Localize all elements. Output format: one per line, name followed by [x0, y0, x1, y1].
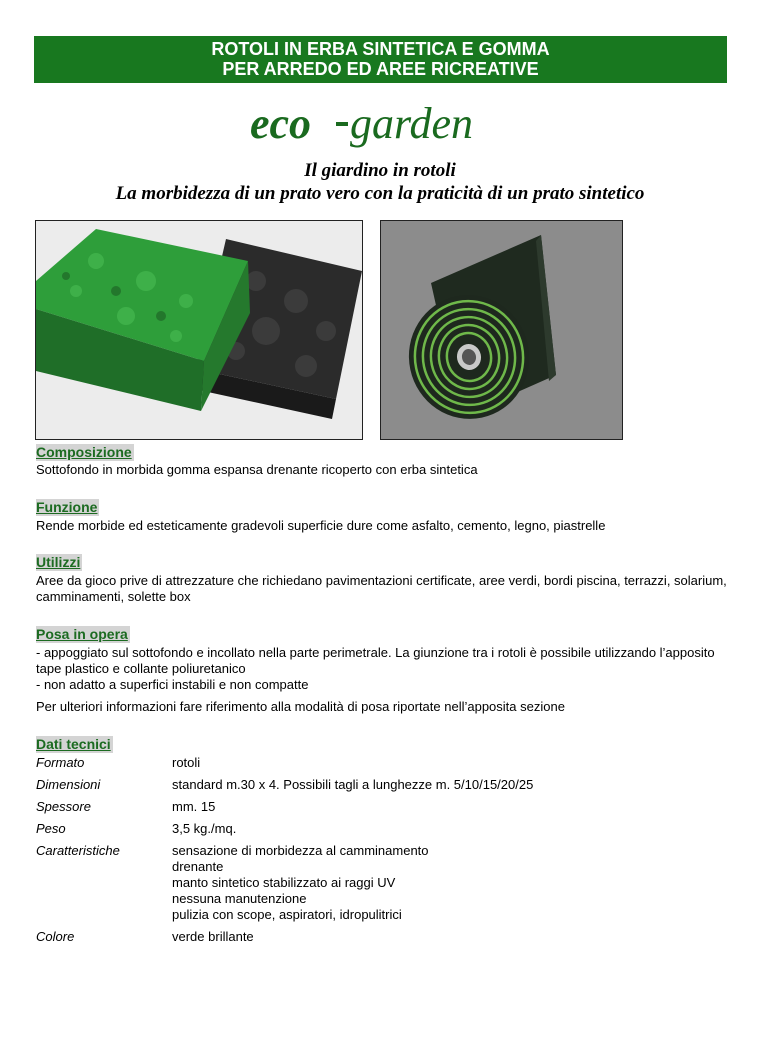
section-title-composizione: Composizione	[36, 444, 132, 460]
tech-value	[172, 777, 732, 793]
tech-label: Formato	[36, 755, 85, 770]
logo-text-eco: eco	[250, 99, 312, 148]
tech-value-line: pulizia con scope, aspiratori, idropulitrici	[172, 907, 402, 922]
tech-label: Caratteristiche	[36, 843, 120, 858]
banner-line-2: PER ARREDO ED AREE RICREATIVE	[222, 59, 539, 79]
tech-value-line: drenante	[172, 859, 224, 874]
grass-roll-photo	[380, 220, 623, 440]
tech-value	[172, 843, 732, 923]
tech-value-line: nessuna manutenzione	[172, 891, 307, 906]
tech-value	[172, 929, 732, 945]
header-banner	[34, 36, 727, 83]
tech-value-line: manto sintetico stabilizzato ai raggi UV	[172, 875, 396, 890]
section-title-utilizzi: Utilizzi	[36, 554, 81, 570]
tech-value-line: sensazione di morbidezza al camminamento	[172, 843, 429, 858]
tagline-title: Il giardino in rotoli	[304, 160, 456, 181]
section-text-composizione: Sottofondo in morbida gomma espansa drenante ricoperto con erba sintetica	[36, 462, 478, 477]
logo-text-garden: garden	[350, 99, 474, 148]
tech-value-line: standard m.30 x 4. Possibili tagli a lunghezze m. 5/10/15/20/25	[172, 777, 534, 792]
section-text-posa-3: Per ulteriori informazioni fare riferimento alla modalità di posa riportate nell’apposita sezione	[36, 699, 565, 714]
section-title-posa: Posa in opera	[36, 626, 128, 642]
banner-line-1: ROTOLI IN ERBA SINTETICA E GOMMA	[211, 39, 550, 59]
section-title-funzione: Funzione	[36, 499, 98, 515]
eco-garden-logo	[0, 96, 760, 160]
tech-label: Spessore	[36, 799, 91, 814]
tech-value	[172, 821, 732, 837]
tech-value-line: rotoli	[172, 755, 201, 770]
section-text-posa-1: - appoggiato sul sottofondo e incollato nella parte perimetrale. La giunzione tra i rotoli è possibile utilizzando l’apposito tape plastico e collante poliuretanico	[36, 645, 715, 676]
tagline-subtitle: La morbidezza di un prato vero con la praticità di un prato sintetico	[115, 183, 645, 204]
section-text-posa-2: - non adatto a superfici instabili e non compatte	[36, 677, 309, 692]
grass-tile-photo	[35, 220, 363, 440]
tech-value	[172, 799, 732, 815]
section-text-utilizzi: Aree da gioco prive di attrezzature che richiedano pavimentazioni certificate, aree verdi, bordi piscina, terrazzi, solarium, camminamenti, solette box	[36, 573, 727, 604]
section-text-funzione: Rende morbide ed esteticamente gradevoli superficie dure come asfalto, cemento, legno, piastrelle	[36, 518, 606, 533]
tech-value	[172, 755, 732, 771]
tech-label: Colore	[36, 929, 75, 944]
tech-label: Peso	[36, 821, 66, 836]
tech-value-line: verde brillante	[172, 929, 254, 944]
logo-dash	[336, 122, 348, 126]
section-title-dati: Dati tecnici	[36, 736, 111, 752]
tech-label: Dimensioni	[36, 777, 101, 792]
tech-value-line: 3,5 kg./mq.	[172, 821, 237, 836]
tech-value-line: mm. 15	[172, 799, 216, 814]
